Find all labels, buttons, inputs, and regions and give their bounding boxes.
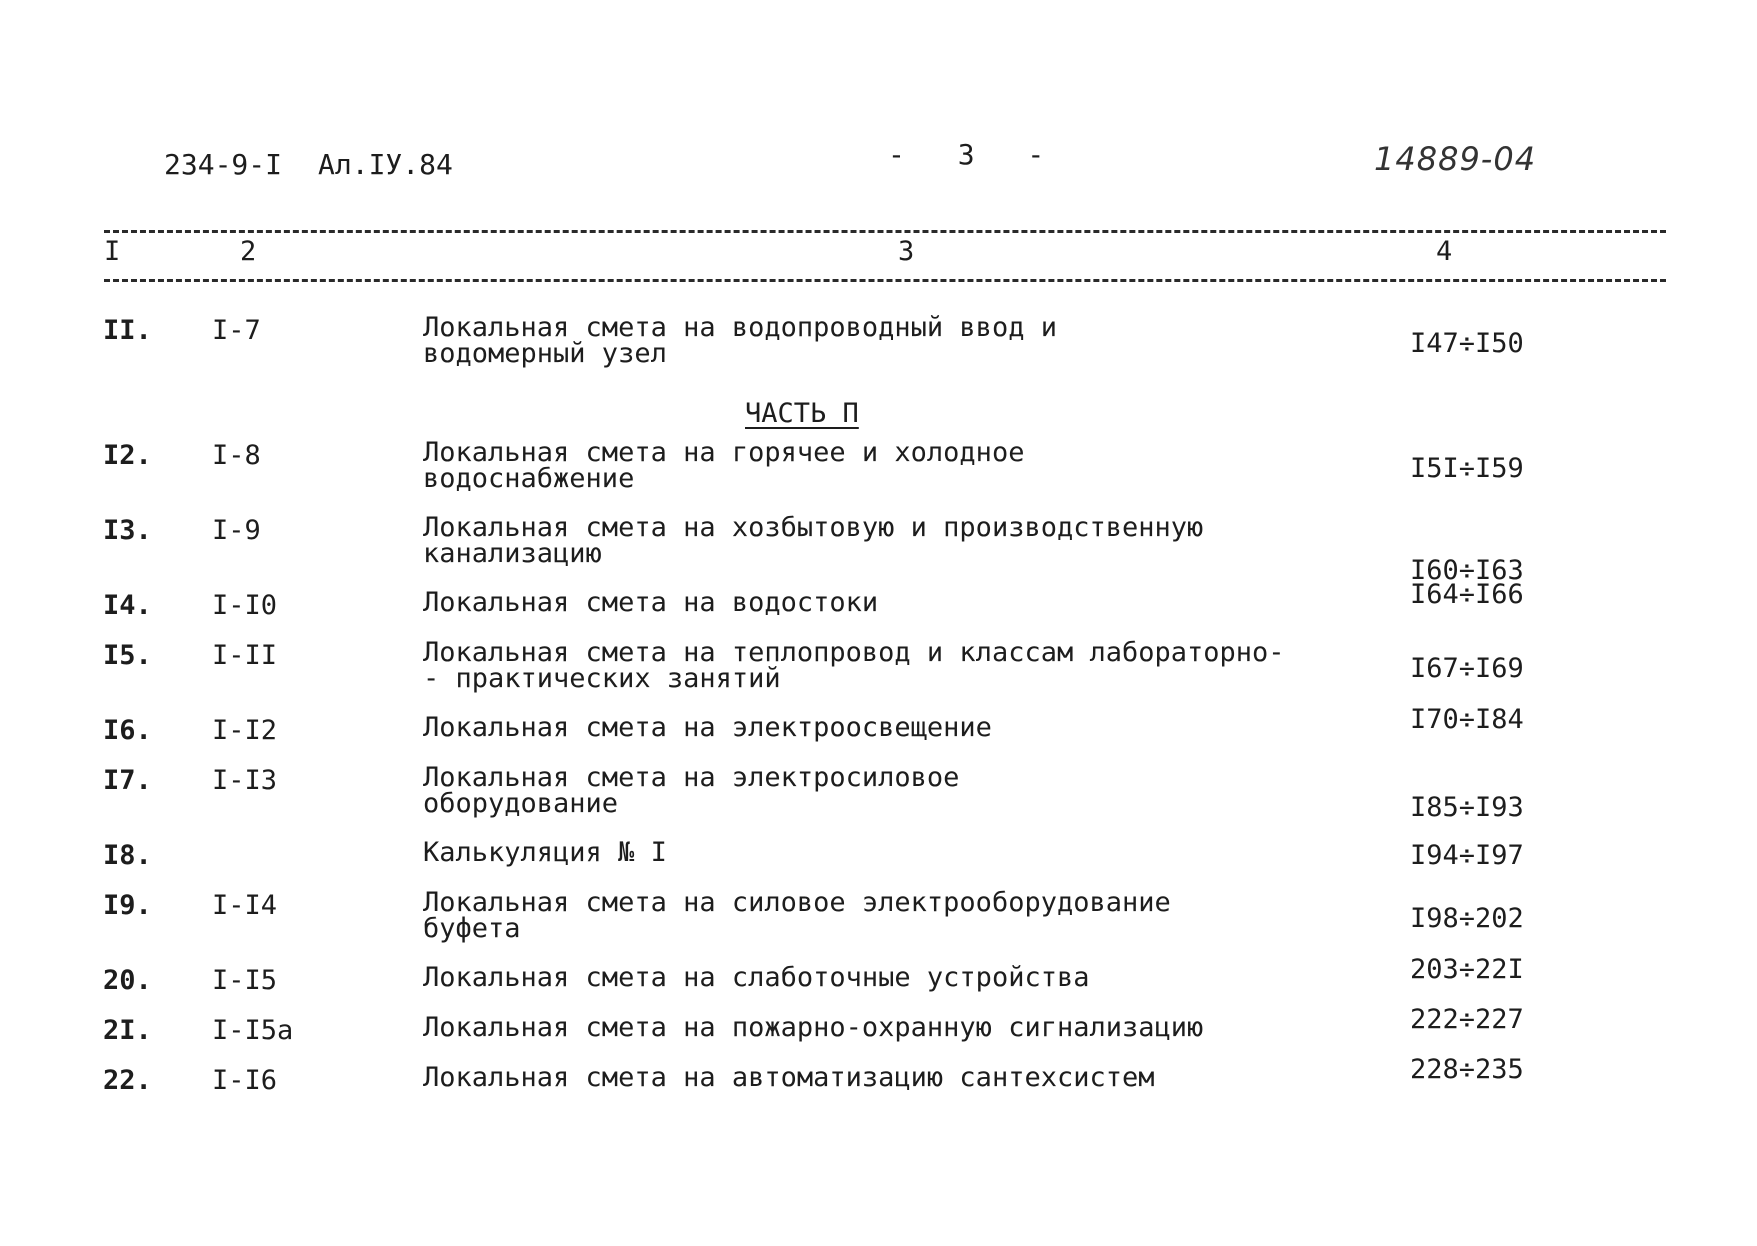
estimate-code: I-8 bbox=[212, 440, 261, 471]
estimate-title: Локальная смета на электроосвещение bbox=[423, 712, 992, 743]
row-number: I2. bbox=[103, 440, 152, 471]
column-header-4: 4 bbox=[1436, 236, 1453, 267]
page-range: I5I÷I59 bbox=[1410, 453, 1524, 484]
estimate-title: Локальная смета на силовое электрооборудование буфета bbox=[423, 887, 1171, 944]
row-number: I3. bbox=[103, 515, 152, 546]
estimate-title: Локальная смета на слаботочные устройства bbox=[423, 962, 1090, 993]
album-number: Ал.IУ.84 bbox=[318, 148, 453, 181]
estimate-code: I-I3 bbox=[212, 765, 278, 796]
estimate-code: I-I2 bbox=[212, 715, 278, 746]
row-number: I8. bbox=[103, 840, 152, 871]
estimate-code: I-I5а bbox=[212, 1015, 294, 1046]
estimate-title: Локальная смета на электросиловое оборудование bbox=[423, 762, 960, 819]
estimate-code: I-I5 bbox=[212, 965, 278, 996]
handwritten-doc-number: 14889-04 bbox=[1374, 140, 1537, 178]
estimate-title: Локальная смета на автоматизацию сантехсистем bbox=[423, 1062, 1155, 1093]
page-range: I98÷202 bbox=[1410, 903, 1524, 934]
page-range: 222÷227 bbox=[1410, 1004, 1524, 1035]
row-number: I9. bbox=[103, 890, 152, 921]
page-range: 228÷235 bbox=[1410, 1054, 1524, 1085]
table-top-rule bbox=[104, 230, 1666, 233]
page-range: I94÷I97 bbox=[1410, 840, 1524, 871]
row-number: I7. bbox=[103, 765, 152, 796]
estimate-title: Локальная смета на водостоки bbox=[423, 587, 879, 618]
estimate-code: I-9 bbox=[212, 515, 261, 546]
column-header-2: 2 bbox=[240, 236, 257, 267]
estimate-title: Локальная смета на теплопровод и классам лабораторно- - практических занятий bbox=[423, 637, 1285, 694]
estimate-code: I-7 bbox=[212, 315, 261, 346]
estimate-title: Калькуляция № I bbox=[423, 837, 667, 868]
row-number: I5. bbox=[103, 640, 152, 671]
estimate-code: I-II bbox=[212, 640, 278, 671]
row-number: 2I. bbox=[103, 1015, 152, 1046]
column-header-3: 3 bbox=[898, 236, 915, 267]
page-range: I85÷I93 bbox=[1410, 792, 1524, 823]
row-number: II. bbox=[103, 315, 152, 346]
page-range: 203÷22I bbox=[1410, 954, 1524, 985]
row-number: 20. bbox=[103, 965, 152, 996]
page-range: I64÷I66 bbox=[1410, 579, 1524, 610]
page-range: I47÷I50 bbox=[1410, 328, 1524, 359]
table-header-rule bbox=[104, 279, 1666, 282]
document-code: 234-9-I bbox=[164, 148, 283, 181]
estimate-title: Локальная смета на пожарно-охранную сигнализацию bbox=[423, 1012, 1204, 1043]
estimate-title: Локальная смета на горячее и холодное водоснабжение bbox=[423, 437, 1025, 494]
page-range: I60÷I63 bbox=[1410, 555, 1524, 586]
section-heading: ЧАСТЬ П bbox=[745, 398, 859, 429]
page-number: - 3 - bbox=[888, 138, 1063, 171]
row-number: I4. bbox=[103, 590, 152, 621]
estimate-code: I-I6 bbox=[212, 1065, 278, 1096]
estimate-code: I-I0 bbox=[212, 590, 278, 621]
column-header-1: I bbox=[104, 236, 121, 267]
estimate-title: Локальная смета на хозбытовую и производственную канализацию bbox=[423, 512, 1204, 569]
estimate-title: Локальная смета на водопроводный ввод и водомерный узел bbox=[423, 312, 1057, 369]
page-range: I67÷I69 bbox=[1410, 653, 1524, 684]
page-range: I70÷I84 bbox=[1410, 704, 1524, 735]
estimate-code: I-I4 bbox=[212, 890, 278, 921]
row-number: I6. bbox=[103, 715, 152, 746]
row-number: 22. bbox=[103, 1065, 152, 1096]
